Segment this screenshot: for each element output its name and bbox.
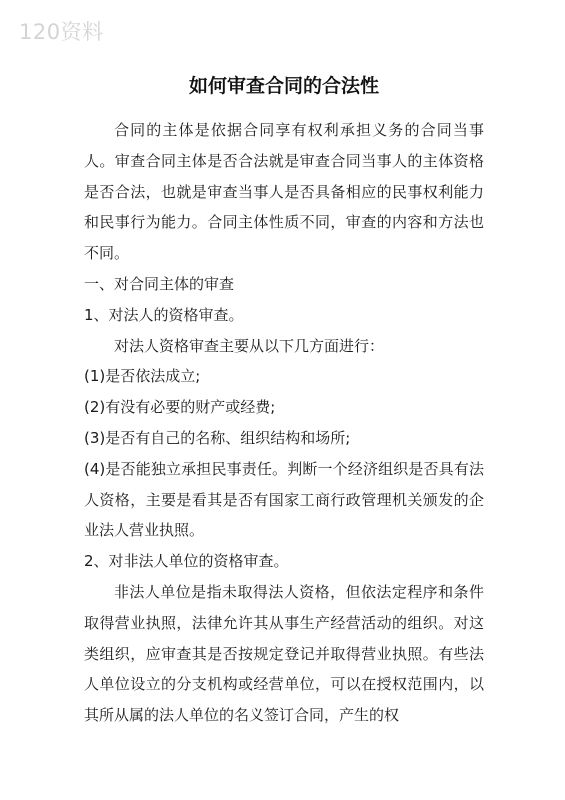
paragraph-non-legal-person: 非法人单位是指未取得法人资格，但依法定程序和条件取得营业执照，法律允许其从事生产经营活动的组织。对这类组织，应审查其是否按规定登记并取得营业执照。有些法人单位设立的分支机构或经营单位，可以在授权范围内，以其所从属的法人单位的名义签订合同，产生的权 (84, 582, 484, 725)
paragraph-legal-person-intro: 对法人资格审查主要从以下几方面进行： (114, 336, 385, 355)
document-page (84, 72, 484, 731)
subsection-heading-2: 2、对非法人单位的资格审查。 (84, 552, 289, 571)
section-heading-1: 一、对合同主体的审查 (84, 274, 235, 293)
paragraph-intro: 合同的主体是依据合同享有权利承担义务的合同当事人。审查合同主体是否合法就是审查合同当事人的主体资格是否合法，也就是审查当事人是否具备相应的民事权利能力和民事行为能力。合同主体性质不同，审查的内容和方法也不同。 (84, 121, 484, 263)
list-item-4: (4)是否能独立承担民事责任。判断一个经济组织是否具有法人资格，主要是看其是否有国家工商行政管理机关颁发的企业法人营业执照。 (84, 459, 484, 540)
list-item-2: (2)有没有必要的财产或经费; (84, 398, 276, 417)
list-item-3: (3)是否有自己的名称、组织结构和场所; (84, 428, 351, 447)
watermark: 120资料 (19, 20, 104, 44)
list-item-1: (1)是否依法成立; (84, 367, 201, 386)
document-body (84, 115, 484, 731)
document-title: 如何审查合同的合法性 (188, 75, 379, 97)
subsection-heading-1: 1、对法人的资格审查。 (84, 305, 244, 324)
